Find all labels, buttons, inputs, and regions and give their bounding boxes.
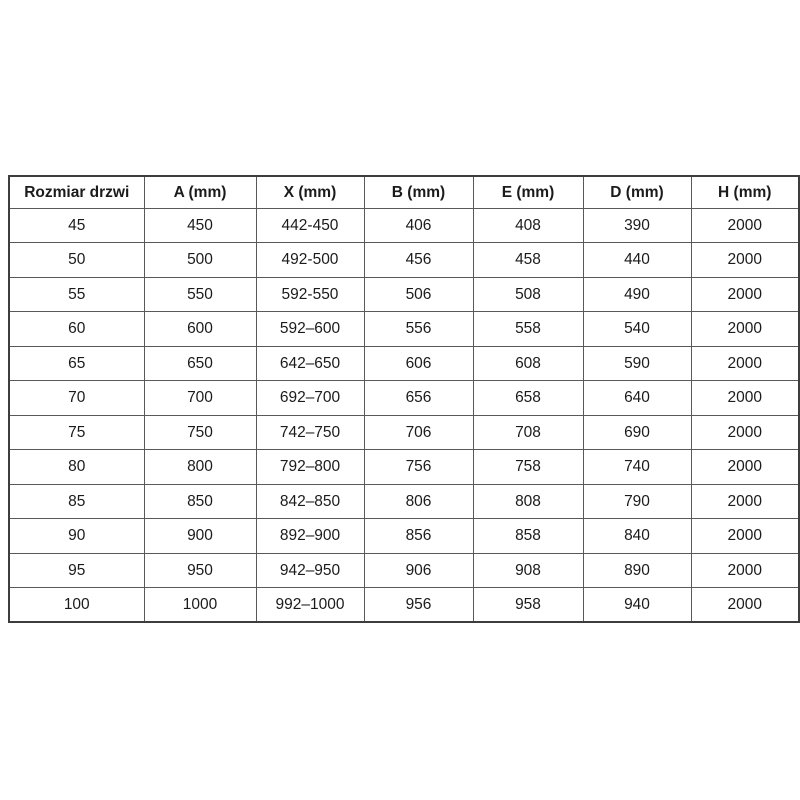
table-cell: 540 — [583, 312, 691, 347]
table-cell: 758 — [473, 450, 583, 485]
table-row — [9, 484, 799, 519]
column-header: D (mm) — [583, 176, 691, 208]
table-cell: 450 — [144, 208, 256, 243]
table-cell: 756 — [364, 450, 473, 485]
table-cell: 2000 — [691, 553, 799, 588]
header-row — [9, 176, 799, 208]
table-cell: 958 — [473, 588, 583, 623]
table-row — [9, 381, 799, 416]
table-cell: 2000 — [691, 415, 799, 450]
table-cell: 80 — [9, 450, 144, 485]
table-body — [9, 208, 799, 622]
table-cell: 442-450 — [256, 208, 364, 243]
table-cell: 50 — [9, 243, 144, 278]
table-row — [9, 243, 799, 278]
table-cell: 608 — [473, 346, 583, 381]
table-row — [9, 519, 799, 554]
table-cell: 906 — [364, 553, 473, 588]
table-cell: 2000 — [691, 450, 799, 485]
table-cell: 65 — [9, 346, 144, 381]
table-cell: 842–850 — [256, 484, 364, 519]
table-cell: 908 — [473, 553, 583, 588]
table-cell: 2000 — [691, 519, 799, 554]
table-cell: 2000 — [691, 243, 799, 278]
table-row — [9, 450, 799, 485]
table-cell: 750 — [144, 415, 256, 450]
table-cell: 606 — [364, 346, 473, 381]
column-header: X (mm) — [256, 176, 364, 208]
table-row — [9, 415, 799, 450]
table-row — [9, 277, 799, 312]
table-cell: 500 — [144, 243, 256, 278]
table-cell: 800 — [144, 450, 256, 485]
table-cell: 556 — [364, 312, 473, 347]
table-row — [9, 312, 799, 347]
table-cell: 642–650 — [256, 346, 364, 381]
table-cell: 992–1000 — [256, 588, 364, 623]
column-header: E (mm) — [473, 176, 583, 208]
table-row — [9, 588, 799, 623]
table-cell: 550 — [144, 277, 256, 312]
table-cell: 892–900 — [256, 519, 364, 554]
table-cell: 692–700 — [256, 381, 364, 416]
table-cell: 808 — [473, 484, 583, 519]
table-cell: 658 — [473, 381, 583, 416]
table-row — [9, 208, 799, 243]
column-header: A (mm) — [144, 176, 256, 208]
table-cell: 90 — [9, 519, 144, 554]
column-header: B (mm) — [364, 176, 473, 208]
table-cell: 2000 — [691, 277, 799, 312]
table-cell: 456 — [364, 243, 473, 278]
table-cell: 740 — [583, 450, 691, 485]
table-cell: 70 — [9, 381, 144, 416]
table-cell: 508 — [473, 277, 583, 312]
table-cell: 858 — [473, 519, 583, 554]
table-cell: 60 — [9, 312, 144, 347]
table-cell: 390 — [583, 208, 691, 243]
table-cell: 806 — [364, 484, 473, 519]
table-cell: 700 — [144, 381, 256, 416]
table-cell: 900 — [144, 519, 256, 554]
column-header: Rozmiar drzwi — [9, 176, 144, 208]
table-cell: 2000 — [691, 381, 799, 416]
table-cell: 590 — [583, 346, 691, 381]
table-cell: 790 — [583, 484, 691, 519]
table-cell: 406 — [364, 208, 473, 243]
table-cell: 592-550 — [256, 277, 364, 312]
table-cell: 408 — [473, 208, 583, 243]
table-cell: 792–800 — [256, 450, 364, 485]
table-cell: 706 — [364, 415, 473, 450]
table-cell: 2000 — [691, 312, 799, 347]
table-cell: 85 — [9, 484, 144, 519]
table-cell: 850 — [144, 484, 256, 519]
table-cell: 650 — [144, 346, 256, 381]
table-cell: 840 — [583, 519, 691, 554]
table-cell: 45 — [9, 208, 144, 243]
table-cell: 2000 — [691, 484, 799, 519]
table-cell: 592–600 — [256, 312, 364, 347]
column-header: H (mm) — [691, 176, 799, 208]
table-cell: 490 — [583, 277, 691, 312]
table-cell: 2000 — [691, 346, 799, 381]
table-cell: 640 — [583, 381, 691, 416]
table-cell: 856 — [364, 519, 473, 554]
table-cell: 956 — [364, 588, 473, 623]
table-cell: 1000 — [144, 588, 256, 623]
table-cell: 458 — [473, 243, 583, 278]
table-cell: 950 — [144, 553, 256, 588]
table-cell: 600 — [144, 312, 256, 347]
table-cell: 940 — [583, 588, 691, 623]
table-cell: 2000 — [691, 208, 799, 243]
table-cell: 690 — [583, 415, 691, 450]
table-cell: 708 — [473, 415, 583, 450]
door-size-table — [8, 175, 800, 623]
table-cell: 890 — [583, 553, 691, 588]
table-cell: 440 — [583, 243, 691, 278]
table-cell: 742–750 — [256, 415, 364, 450]
table-cell: 492-500 — [256, 243, 364, 278]
table-cell: 656 — [364, 381, 473, 416]
table-cell: 2000 — [691, 588, 799, 623]
table-cell: 75 — [9, 415, 144, 450]
table-cell: 558 — [473, 312, 583, 347]
table-row — [9, 346, 799, 381]
table-cell: 95 — [9, 553, 144, 588]
table-cell: 506 — [364, 277, 473, 312]
table-cell: 55 — [9, 277, 144, 312]
table-cell: 100 — [9, 588, 144, 623]
table-cell: 942–950 — [256, 553, 364, 588]
table-row — [9, 553, 799, 588]
